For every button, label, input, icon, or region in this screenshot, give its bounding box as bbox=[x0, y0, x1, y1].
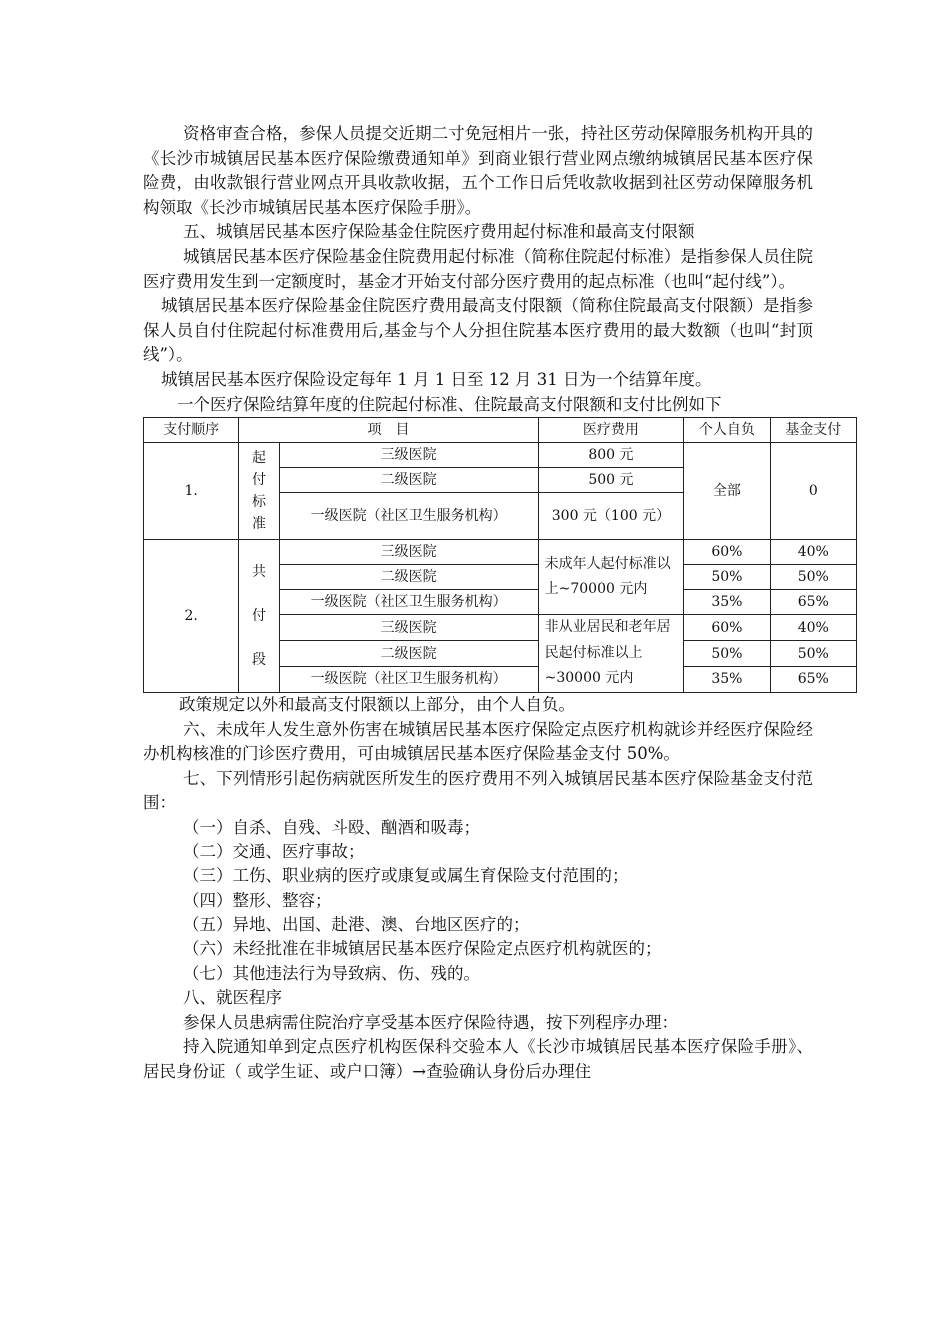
fund-pay-cell: 0 bbox=[770, 443, 856, 540]
paragraph-settlement-year: 城镇居民基本医疗保险设定每年 1 月 1 日至 12 月 31 日为一个结算年度。 bbox=[161, 369, 712, 389]
item-cell: 一级医院（社区卫生服务机构） bbox=[279, 493, 538, 540]
fund-pay-cell: 65% bbox=[770, 590, 856, 615]
item-cell: 三级医院 bbox=[279, 443, 538, 468]
paragraph-procedure-steps: 持入院通知单到定点医疗机构医保科交验本人《长沙市城镇居民基本医疗保险手册》、 居民身份证（ 或学生证、或户口簿）→查验确认身份后办理住 bbox=[143, 1037, 813, 1081]
table-header: 基金支付 bbox=[770, 418, 856, 443]
self-pay-cell: 35% bbox=[684, 590, 770, 615]
fee-cell: 300 元（100 元） bbox=[538, 493, 684, 540]
fee-cell: 500 元 bbox=[538, 468, 684, 493]
paragraph-cap-definition: 城镇居民基本医疗保险基金住院医疗费用最高支付限额（简称住院最高支付限额）是指参保人员自付住院起付标准费用后,基金与个人分担住院基本医疗费用的最大数额（也叫“封顶线”）。 bbox=[143, 296, 813, 365]
list-item: （四）整形、整容； bbox=[183, 890, 332, 910]
fee-cell: 800 元 bbox=[538, 443, 684, 468]
table-row bbox=[144, 443, 857, 468]
item-cell: 三级医院 bbox=[279, 540, 538, 565]
item-cell: 二级医院 bbox=[279, 641, 538, 667]
table-row bbox=[144, 540, 857, 565]
fund-pay-cell: 50% bbox=[770, 641, 856, 667]
item-cell: 一级医院（社区卫生服务机构） bbox=[279, 590, 538, 615]
item-cell: 二级医院 bbox=[279, 468, 538, 493]
list-item: （二）交通、医疗事故； bbox=[183, 842, 365, 862]
paragraph-self-pay-note: 政策规定以外和最高支付限额以上部分，由个人自负。 bbox=[179, 694, 575, 714]
self-pay-cell: 35% bbox=[684, 666, 770, 692]
fund-pay-cell: 65% bbox=[770, 666, 856, 692]
list-item: （三）工伤、职业病的医疗或康复或属生育保险支付范围的； bbox=[183, 866, 629, 886]
exclusion-list bbox=[143, 816, 813, 986]
paragraph-qualification: 资格审查合格，参保人员提交近期二寸免冠相片一张，持社区劳动保障服务机构开具的《长沙市城镇居民基本医疗保险缴费通知单》到商业银行营业网点缴纳城镇居民基本医疗保险费，由收款银行营业网点开具收款收据，五个工作日后凭收款收据到社区劳动保障服务机构领取《长沙市城镇居民基本医疗保险手册》。 bbox=[143, 124, 813, 217]
table-header: 项 目 bbox=[239, 418, 538, 443]
vertical-label: 共 付 段 bbox=[239, 540, 279, 693]
list-item: （七）其他违法行为导致病、伤、残的。 bbox=[183, 963, 480, 983]
self-pay-cell: 全部 bbox=[684, 443, 770, 540]
self-pay-cell: 60% bbox=[684, 540, 770, 565]
self-pay-cell: 50% bbox=[684, 641, 770, 667]
vertical-label: 起 付 标 准 bbox=[239, 443, 279, 540]
order-cell: 1. bbox=[144, 443, 239, 540]
self-pay-cell: 50% bbox=[684, 565, 770, 590]
fee-range-cell: 非从业居民和老年居民起付标准以上~30000 元内 bbox=[538, 615, 684, 693]
document-page bbox=[143, 122, 842, 1084]
paragraph-deductible-definition: 城镇居民基本医疗保险基金住院费用起付标准（简称住院起付标准）是指参保人员住院医疗费用发生到一定额度时，基金才开始支付部分医疗费用的起点标准（也叫“起付线”）。 bbox=[143, 246, 813, 291]
list-item: （一）自杀、自残、斗殴、酗酒和吸毒； bbox=[183, 817, 480, 837]
paragraph-section-7: 七、下列情形引起伤病就医所发生的医疗费用不列入城镇居民基本医疗保险基金支付范围： bbox=[143, 768, 813, 813]
paragraph-procedure-intro: 参保人员患病需住院治疗享受基本医疗保险待遇，按下列程序办理： bbox=[183, 1012, 678, 1032]
fund-pay-cell: 50% bbox=[770, 565, 856, 590]
table-header: 个人自负 bbox=[684, 418, 770, 443]
item-cell: 一级医院（社区卫生服务机构） bbox=[279, 666, 538, 692]
fund-pay-cell: 40% bbox=[770, 615, 856, 641]
paragraph-section-6: 六、未成年人发生意外伤害在城镇居民基本医疗保险定点医疗机构就诊并经医疗保险经办机构核准的门诊医疗费用，可由城镇居民基本医疗保险基金支付 50%。 bbox=[143, 719, 813, 764]
item-cell: 三级医院 bbox=[279, 615, 538, 641]
section-heading-5: 五、城镇居民基本医疗保险基金住院医疗费用起付标准和最高支付限额 bbox=[183, 222, 695, 242]
item-cell: 二级医院 bbox=[279, 565, 538, 590]
section-heading-8: 八、就医程序 bbox=[183, 987, 282, 1007]
paragraph-table-intro: 一个医疗保险结算年度的住院起付标准、住院最高支付限额和支付比例如下 bbox=[177, 394, 722, 414]
table-header: 医疗费用 bbox=[538, 418, 684, 443]
order-cell: 2. bbox=[144, 540, 239, 693]
table-header-row bbox=[144, 418, 857, 443]
list-item: （六）未经批准在非城镇居民基本医疗保险定点医疗机构就医的； bbox=[183, 939, 662, 959]
fee-range-cell: 未成年人起付标准以上~70000 元内 bbox=[538, 540, 684, 615]
fund-pay-cell: 40% bbox=[770, 540, 856, 565]
table-header: 支付顺序 bbox=[144, 418, 239, 443]
list-item: （五）异地、出国、赴港、澳、台地区医疗的； bbox=[183, 915, 530, 935]
payment-table bbox=[143, 417, 857, 693]
self-pay-cell: 60% bbox=[684, 615, 770, 641]
